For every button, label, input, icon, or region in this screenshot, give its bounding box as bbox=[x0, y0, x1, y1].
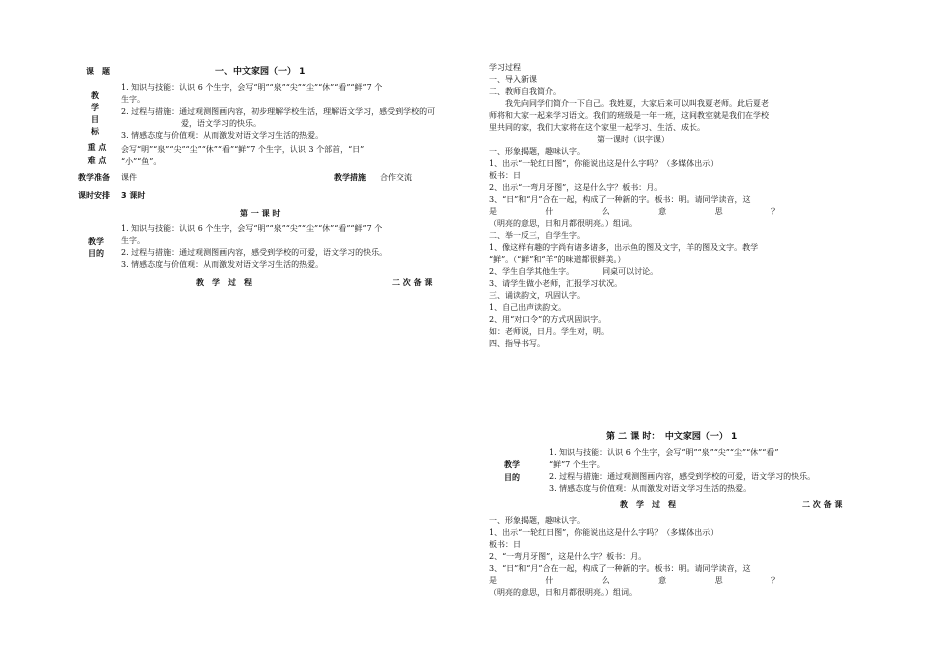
prep-value: 课件 bbox=[121, 173, 137, 182]
lesson2-aim-text bbox=[549, 447, 815, 495]
lesson2-aim-label-2: 目的 bbox=[504, 473, 520, 482]
text-line: 我先向同学们简介一下自己。我姓夏，大家后来可以叫我夏老师。此后夏老 bbox=[489, 99, 769, 108]
key-line: 会写“明”“泉”“尖”“尘”“休”“看”“鲜”7 个生字，认识 3 个部首，“日” bbox=[121, 145, 365, 154]
prep-label: 教学准备 bbox=[78, 173, 110, 182]
text-line: 二、举一反三，自学生字。 bbox=[489, 231, 585, 240]
text-line: 3、“日”和“月”合在一起，构成了一种新的字。板书：明。请同学读音，这 bbox=[489, 195, 751, 204]
lesson1-process-heading: 教 学 过 程 bbox=[196, 278, 252, 287]
goal-label-char: 学 bbox=[91, 103, 99, 112]
spread-word: 思 bbox=[714, 207, 723, 216]
spread-line bbox=[489, 206, 779, 218]
spread-word: 么 bbox=[601, 576, 610, 585]
spread-word: 么 bbox=[601, 207, 610, 216]
spread-word: 是 bbox=[489, 207, 497, 216]
text-line: 1、像这样有趣的字尚有诸多诸多，出示鱼的图及文字，羊的图及文字。教学 bbox=[489, 243, 759, 252]
spread-word: 什 bbox=[545, 576, 554, 585]
spread-word: 什 bbox=[545, 207, 554, 216]
aim-line: 3. 情感态度与价值观：从而激发对语文学习生活的热爱。 bbox=[549, 484, 752, 493]
lesson2-heading: 第 二 课 时： 中文家园（一） 1 bbox=[606, 432, 738, 442]
goal-label bbox=[88, 90, 102, 138]
text-line: 三、诵读韵文，巩固认字。 bbox=[489, 291, 585, 300]
text-line: 一、形象揭题，趣味认字。 bbox=[489, 147, 585, 156]
text-line: （明亮的意思，日和月都很明亮。）组词。 bbox=[489, 588, 637, 597]
text-line: 2、学生自学其他生字。 同桌可以讨论。 bbox=[489, 267, 659, 276]
text-line: 3、“日”和“月”合在一起，构成了一种新的字。板书：明。请同学读音，这 bbox=[489, 564, 751, 573]
text-line: 一、导入新课 bbox=[489, 75, 537, 84]
text-line: 如：老师说，日月。学生对，明。 bbox=[489, 327, 609, 336]
key-text bbox=[121, 144, 364, 168]
spread-line bbox=[489, 575, 779, 587]
time-label: 课时安排 bbox=[78, 191, 110, 200]
method-value: 合作交流 bbox=[380, 173, 412, 182]
text-line: 四、指导书写。 bbox=[489, 339, 545, 348]
key-line: “小”“鱼”。 bbox=[121, 157, 162, 166]
topic-label: 课 题 bbox=[86, 67, 110, 76]
topic-title: 一、中文家园（一） 1 bbox=[215, 67, 306, 77]
text-line: （明亮的意思，日和月都很明亮。）组词。 bbox=[489, 219, 637, 228]
key-label-1: 重 点 bbox=[87, 143, 107, 152]
goal-label-char: 目 bbox=[91, 115, 99, 124]
lesson-heading: 第一课时（识字课） bbox=[597, 135, 669, 144]
text-line: 1、出示“一轮红日图”，你能说出这是什么字吗？（多媒体出示） bbox=[489, 528, 719, 537]
text-line: 2、出示“一弯月牙图”，这是什么字？板书：月。 bbox=[489, 183, 663, 192]
lesson1-secondary-heading: 二 次 备 课 bbox=[392, 278, 433, 287]
text-line: 二、教师自我简介。 bbox=[489, 87, 561, 96]
aim-line: 生字。 bbox=[121, 236, 145, 245]
lesson2-secondary-heading: 二 次 备 课 bbox=[802, 500, 843, 509]
text-line: 板书：日 bbox=[489, 540, 521, 549]
text-line: 师将和大家一起来学习语文。我们的班级是一年一班，这间教室就是我们在学校 bbox=[489, 111, 769, 120]
text-line: 里共同的家，我们大家将在这个家里一起学习、生活、成长。 bbox=[489, 123, 705, 132]
aim-line: 2. 过程与措施：通过观测图画内容，感受到学校的可爱，语文学习的快乐。 bbox=[549, 472, 816, 481]
goal-label-char: 教 bbox=[91, 91, 99, 100]
goal-line: 生字。 bbox=[121, 95, 145, 104]
text-line: 2、“一弯月牙图”，这是什么字？板书：月。 bbox=[489, 552, 647, 561]
text-line: 板书：日 bbox=[489, 171, 521, 180]
text-line: 学习过程 bbox=[489, 63, 521, 72]
goal-line: 2. 过程与措施：通过观测图画内容，初步理解学校生活，理解语文学习，感受到学校的可 bbox=[121, 107, 436, 116]
lesson1-heading: 第 一 课 时 bbox=[240, 209, 281, 218]
text-line: 2、用“对口令”的方式巩固识字。 bbox=[489, 315, 607, 324]
spread-word: 是 bbox=[489, 576, 497, 585]
time-value: 3 课时 bbox=[121, 191, 146, 200]
goal-label-char: 标 bbox=[91, 127, 99, 136]
method-label: 教学措施 bbox=[334, 173, 366, 182]
right-bottom-block bbox=[489, 515, 854, 599]
spread-word: 意 bbox=[658, 207, 667, 216]
text-line: 1、出示“一轮红日图”，你能说出这是什么字吗？（多媒体出示） bbox=[489, 159, 719, 168]
lesson2-aim-label-1: 教学 bbox=[504, 460, 520, 469]
right-top-block bbox=[489, 62, 854, 350]
spread-word: ？ bbox=[770, 207, 779, 216]
text-line: 1、自己出声读韵文。 bbox=[489, 303, 567, 312]
text-line: 3、请学生做小老师，汇报学习状况。 bbox=[489, 279, 623, 288]
aim-line: “鲜”7 个生字。 bbox=[549, 460, 605, 469]
lesson1-aim-label-2: 目的 bbox=[88, 249, 104, 258]
aim-line: 1. 知识与技能：认识 6 个生字，会写“明”“泉”“尖”“尘”“休”“看” bbox=[549, 448, 779, 457]
lesson1-aim-text bbox=[121, 223, 387, 271]
spread-word: ？ bbox=[770, 576, 779, 585]
goal-text bbox=[121, 82, 435, 142]
spread-word: 意 bbox=[658, 576, 667, 585]
spread-word: 思 bbox=[714, 576, 723, 585]
text-line: 一、形象揭题，趣味认字。 bbox=[489, 516, 585, 525]
aim-line: 1. 知识与技能：认识 6 个生字，会写“明”“泉”“尖”“尘”“休”“看”“鲜”7 个 bbox=[121, 224, 383, 233]
goal-line: 3. 情感态度与价值观：从而激发对语文学习生活的热爱。 bbox=[121, 131, 324, 140]
lesson1-aim-label-1: 教学 bbox=[88, 237, 104, 246]
aim-line: 2. 过程与措施：通过观测图画内容，感受到学校的可爱，语文学习的快乐。 bbox=[121, 248, 388, 257]
goal-line: 爱，语文学习的快乐。 bbox=[181, 119, 261, 128]
lesson2-process-heading: 教 学 过 程 bbox=[620, 500, 676, 509]
aim-line: 3. 情感态度与价值观：从而激发对语文学习生活的热爱。 bbox=[121, 260, 324, 269]
goal-line: 1. 知识与技能：认识 6 个生字，会写“明”“泉”“尖”“尘”“休”“看”“鲜”7 个 bbox=[121, 83, 383, 92]
text-line: “鲜”。（“鲜”和“羊”的味道都很鲜美。） bbox=[489, 255, 626, 264]
key-label-2: 难 点 bbox=[87, 156, 107, 165]
